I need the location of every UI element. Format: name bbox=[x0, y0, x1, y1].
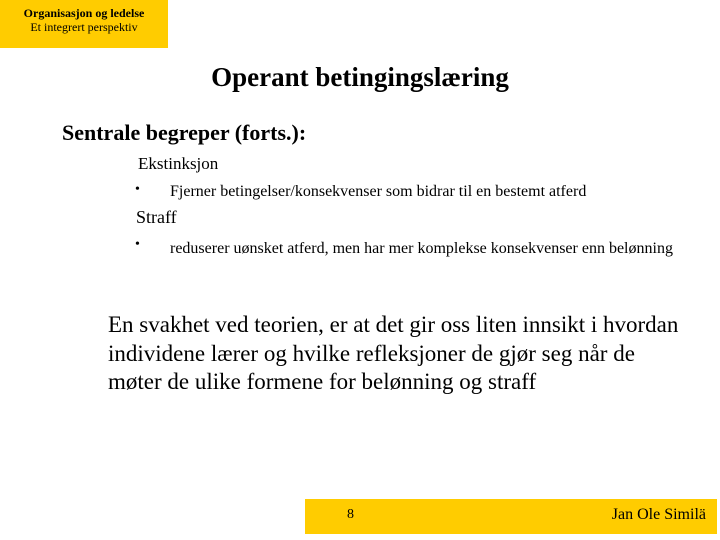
page-number: 8 bbox=[347, 507, 354, 522]
section-heading: Sentrale begreper (forts.): bbox=[62, 120, 307, 145]
term-punishment: Straff bbox=[136, 207, 177, 227]
course-label-box bbox=[0, 0, 168, 48]
term-extinction: Ekstinksjon bbox=[138, 154, 219, 173]
slide-title: Operant betingingslæring bbox=[211, 62, 509, 92]
author-name: Jan Ole Similä bbox=[611, 506, 706, 523]
bullet-icon: • bbox=[135, 237, 140, 252]
extinction-description: Fjerner betingelser/konsekvenser som bidrar til en bestemt atferd bbox=[170, 183, 587, 200]
course-title: Organisasjon og ledelse bbox=[23, 6, 145, 20]
punishment-description: reduserer uønsket atferd, men har mer komplekse konsekvenser enn belønning bbox=[170, 240, 673, 257]
bullet-icon: • bbox=[135, 182, 140, 197]
course-subtitle: Et integrert perspektiv bbox=[30, 20, 138, 34]
critique-paragraph: En svakhet ved teorien, er at det gir oss liten innsikt i hvordan individene lærer og hvilke refleksjoner de gjør seg når de møter de ulike formene for belønning og straff bbox=[108, 312, 679, 394]
